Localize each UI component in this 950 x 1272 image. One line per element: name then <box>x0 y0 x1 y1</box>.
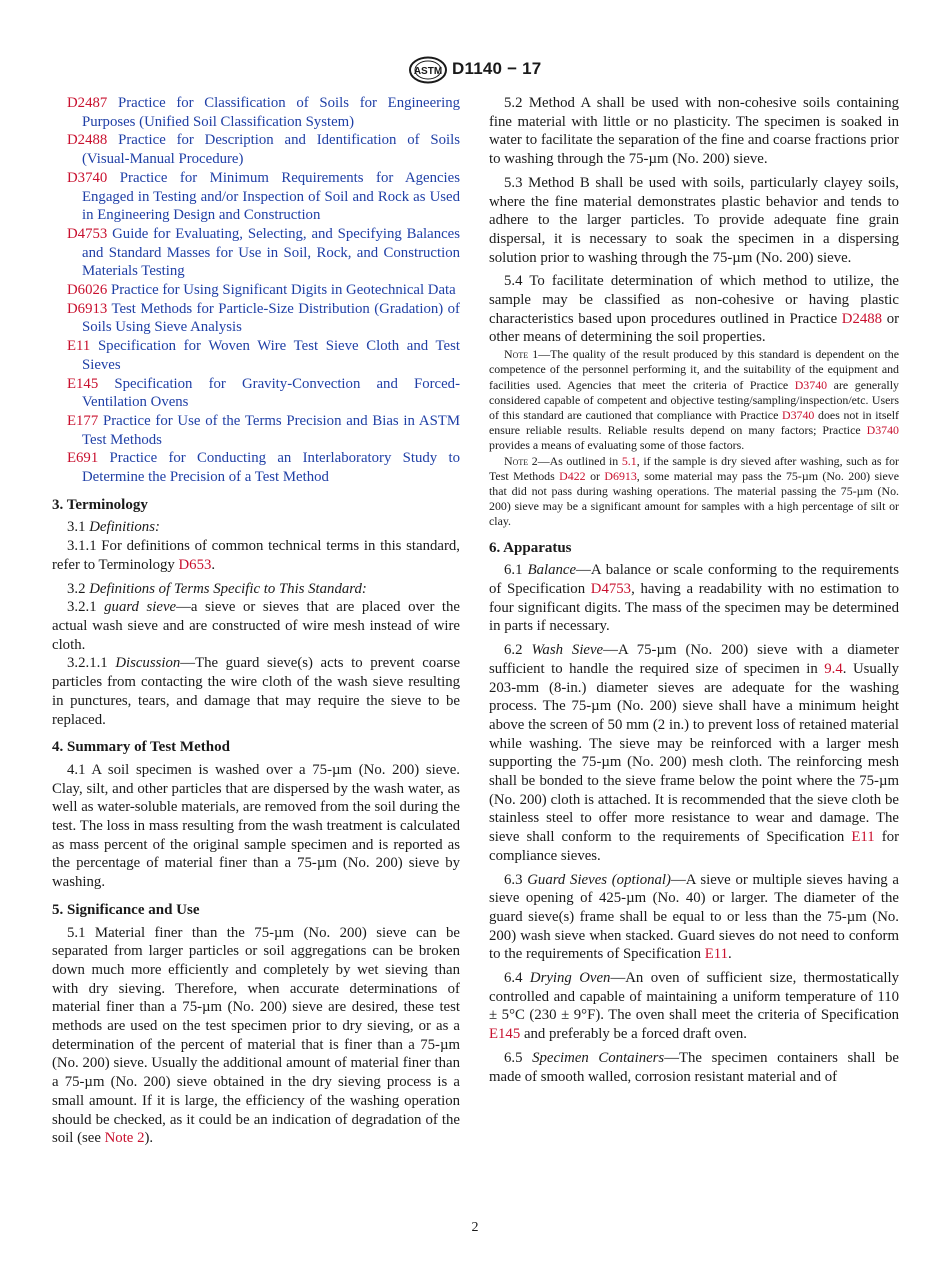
reference-item[interactable] <box>52 300 460 337</box>
link-d422[interactable]: D422 <box>559 468 586 483</box>
paragraph-3-2-1: 3.2.1 guard sieve—a sieve or sieves that are placed over the actual wash sieve and are constructed of wire mesh instead of wire cloth. <box>52 599 460 653</box>
link-note-2[interactable]: Note 2 <box>104 1130 145 1147</box>
reference-item[interactable] <box>52 375 460 412</box>
link-e11[interactable]: E11 <box>704 946 729 963</box>
reference-list <box>52 94 460 487</box>
reference-title: Guide for Evaluating, Selecting, and Specifying Balances and Standard Masses for Use in Soil, Rock, and Construction Materials Testing <box>82 225 460 280</box>
reference-title: Specification for Woven Wire Test Sieve Cloth and Test Sieves <box>82 338 460 373</box>
reference-item[interactable] <box>52 225 460 281</box>
left-column <box>52 94 460 1153</box>
paragraph-3-2-1-1: 3.2.1.1 Discussion—The guard sieve(s) acts to prevent coarse particles from contacting the wire cloth of the wash sieve resulting in punctures, tears, and damage that may require the sieve to be replaced. <box>52 655 461 728</box>
reference-title: Practice for Conducting an Interlaboratory Study to Determine the Precision of a Test Method <box>82 450 460 486</box>
reference-item[interactable] <box>52 412 460 449</box>
reference-code: D3740 <box>67 169 108 186</box>
section-heading-significance: 5. Significance and Use <box>52 901 200 918</box>
reference-title: Practice for Use of the Terms Precision and Bias in ASTM Test Methods <box>82 412 460 448</box>
link-d2488[interactable]: D2488 <box>841 310 883 327</box>
paragraph-6-2: 6.2 Wash Sieve—A 75-µm (No. 200) sieve with a diameter sufficient to handle the required size of specimen in 9.4. Usually 203-mm (8-in.) diameter sieves are adequate for the washing process. The 75-µm (No. 200) sieve shall have a minimum height above the screen of 50 mm (2 in.) to prevent loss of retained material while washing. The sieve may be reinforced with a larger mesh supporting the 75-µm (No. 200) mesh cloth. The reinforcing mesh shall be bonded to the sieve frame below the point where the 75-µm (No. 200) cloth is attached. It is recommended that the sieve cloth be stainless steel to offer more resistance to wear and damage. The sieve shall conform to the requirements of Specification E11 for compliance sieves. <box>489 642 900 864</box>
reference-title: Specification for Gravity-Convection and Forced-Ventilation Ovens <box>82 375 461 411</box>
link-9-4[interactable]: 9.4 <box>824 660 843 677</box>
link-e145[interactable]: E145 <box>489 1026 521 1043</box>
link-d3740[interactable]: D3740 <box>782 407 815 422</box>
reference-item[interactable] <box>52 281 460 300</box>
reference-code: D2488 <box>67 132 108 149</box>
section-heading-terminology: 3. Terminology <box>52 496 148 513</box>
link-d6913[interactable]: D6913 <box>604 468 637 483</box>
link-d3740[interactable]: D3740 <box>866 423 899 438</box>
link-d653[interactable]: D653 <box>178 556 212 573</box>
note-1: Note 1—The quality of the result produced by this standard is dependent on the competence of the personnel performing it, and the suitability of the equipment and facilities used. Agencies that meet the criteria of Practice D3740 are generally considered capable of competent and objective testing/sampling/inspection/etc. Users of this standard are cautioned that compliance with Practice D3740 does not in itself ensure reliable results. Reliable results depend on many factors; Practice D3740 provides a means of evaluating some of those factors. <box>489 347 899 453</box>
section-heading-summary: 4. Summary of Test Method <box>52 739 230 756</box>
reference-item[interactable] <box>52 337 460 374</box>
paragraph-6-4: 6.4 Drying Oven—An oven of sufficient size, thermostatically controlled and capable of maintaining a uniform temperature of 110 ± 5°C (230 ± 9°F). The oven shall meet the criteria of Specification E145 and preferably be a forced draft oven. <box>489 970 900 1043</box>
paragraph-5-4: 5.4 To facilitate determination of which method to utilize, the sample may be classified as non-cohesive or having plastic characteristics based upon procedures outlined in Practice D2488 or other means of determining the soil properties. <box>489 273 900 346</box>
reference-code: E691 <box>67 450 99 467</box>
paragraph-3-1-1: 3.1.1 For definitions of common technical terms in this standard, refer to Terminology D653. <box>52 538 460 573</box>
section-heading-apparatus: 6. Apparatus <box>489 539 572 556</box>
reference-title: Test Methods for Particle-Size Distribution (Gradation) of Soils Using Sieve Analysis <box>82 300 460 336</box>
reference-item[interactable] <box>52 449 460 486</box>
reference-title: Practice for Description and Identification of Soils (Visual-Manual Procedure) <box>82 132 460 168</box>
paragraph-5-3: 5.3 Method B shall be used with soils, particularly clayey soils, where the fine material demonstrates plastic behavior and tends to adhere to the larger particles. To provide adequate fine grain dispersal, it is necessary to soak the specimen in a dispersing solution prior to washing through the 75-µm (No. 200) sieve. <box>489 174 899 266</box>
paragraph-3-1: 3.1 Definitions: <box>67 519 160 536</box>
astm-logo-icon <box>408 56 448 84</box>
reference-code: E145 <box>67 375 99 392</box>
link-e11[interactable]: E11 <box>851 829 875 846</box>
reference-title: Practice for Classification of Soils for Engineering Purposes (Unified Soil Classification System) <box>82 95 460 130</box>
astm-logo-text: ASTM <box>413 66 443 77</box>
reference-code: D4753 <box>67 225 108 242</box>
reference-code: E177 <box>67 412 99 429</box>
link-d3740[interactable]: D3740 <box>794 377 828 392</box>
right-column <box>489 94 899 1091</box>
reference-title: Practice for Using Significant Digits in Geotechnical Data <box>110 282 456 299</box>
reference-code: D2487 <box>67 95 108 111</box>
link-5-1[interactable]: 5.1 <box>621 453 637 468</box>
reference-title: Practice for Minimum Requirements for Agencies Engaged in Testing and/or Inspection of Soil and Rock as Used in Engineering Design and Construction <box>82 169 460 224</box>
note-2: Note 2—As outlined in 5.1, if the sample is dry sieved after washing, such as for Test Methods D422 or D6913, some material may pass the 75-µm (No. 200) sieve that did not pass during washing operations. The material passing the 75-µm (No. 200) sieve may be a significant amount for samples with a high percentage of silt or clay. <box>489 453 899 529</box>
reference-item[interactable] <box>52 94 460 131</box>
reference-item[interactable] <box>52 169 460 225</box>
link-d4753[interactable]: D4753 <box>590 580 632 597</box>
reference-code: D6913 <box>67 300 108 317</box>
paragraph-6-1: 6.1 Balance—A balance or scale conforming to the requirements of Specification D4753, having a readability with no estimation to four significant digits. The mass of the specimen may be determined in parts if necessary. <box>489 562 900 635</box>
paragraph-5-1: 5.1 Material finer than the 75-µm (No. 200) sieve can be separated from larger particles or soil aggregations can be broken down much more efficiently and completely by wet sieving than with dry sieving. Therefore, when accurate determinations of material finer than a 75-µm (No. 200) sieve are desired, these test methods are used on the test specimen prior to dry sieving, or as a determination of the percent of material that is finer than a 75-µm (No. 200) sieve. Usually the additional amount of material finer than a 75-µm (No. 200) sieve obtained in the dry sieving process is a small amount. If it is large, the efficiency of the washing operation should be checked, as it could be an indication of degradation of the soil (see Note 2). <box>52 924 460 1147</box>
paragraph-6-5: 6.5 Specimen Containers—The specimen containers shall be made of smooth walled, corrosion resistant material and of <box>489 1049 899 1085</box>
paragraph-5-2: 5.2 Method A shall be used with non-cohesive soils containing fine material with little or no plasticity. The specimen is soaked in water to facilitate the separation of the fine and coarse fractions prior to washing through the 75-µm (No. 200) sieve. <box>489 95 899 168</box>
standard-designation: D1140 − 17 <box>452 59 542 78</box>
paragraph-3-2: 3.2 Definitions of Terms Specific to This Standard: <box>67 580 367 597</box>
reference-item[interactable] <box>52 131 460 168</box>
page-header <box>0 56 950 86</box>
reference-code: D6026 <box>67 282 108 299</box>
reference-code: E11 <box>67 338 91 355</box>
page-number: 2 <box>471 1220 479 1235</box>
paragraph-4-1: 4.1 A soil specimen is washed over a 75-µm (No. 200) sieve. Clay, silt, and other particles that are dispersed by the wash water, as well as water-soluble materials, are removed from the soil during the test. The loss in mass resulting from the wash treatment is calculated as mass percent of the original sample specimen and is reported as the percentage of material finer than a 75-µm (No. 200) sieve by washing. <box>52 761 460 891</box>
paragraph-6-3: 6.3 Guard Sieves (optional)—A sieve or multiple sieves having a sieve opening of 425-µm (No. 40) or larger. The diameter of the guard sieve(s) frame shall be equal to or less than the 75-µm (No. 200) wash sieve when stacked. Guard sieves do not need to conform to the requirements of Specification E11. <box>489 871 900 963</box>
